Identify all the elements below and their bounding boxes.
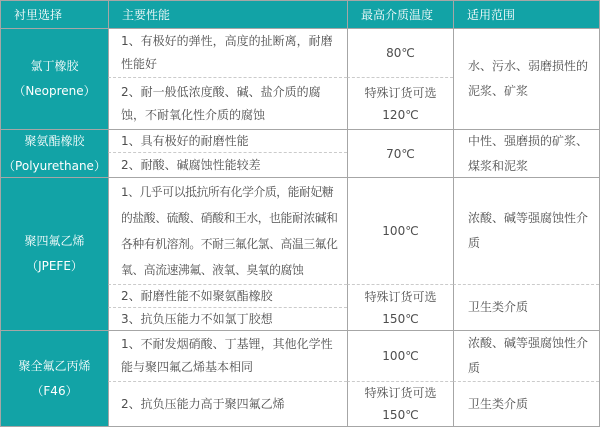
material-cell-f46	[1, 330, 108, 426]
header-lining-label: 衬里选择	[14, 8, 63, 22]
header-performance	[108, 1, 347, 28]
header-lining	[1, 1, 108, 28]
material-name: 聚全氟乙丙烯	[18, 358, 91, 373]
material-name: 聚四氟乙烯	[24, 234, 85, 248]
temperature-note: 特殊订货可选	[364, 289, 437, 304]
material-name: 氯丁橡胶	[30, 59, 79, 73]
temperature-value: 80℃	[386, 46, 415, 60]
application-cell: 中性、强磨损的矿浆、煤浆和泥浆	[453, 129, 599, 177]
application-cell: 浓酸、碱等强腐蚀性介质	[453, 330, 599, 381]
temperature-value: 150℃	[382, 408, 419, 422]
header-performance-label: 主要性能	[122, 8, 171, 22]
application-cell: 卫生类介质	[453, 381, 599, 426]
temperature-cell	[347, 129, 453, 177]
application-cell: 卫生类介质	[453, 284, 599, 330]
performance-cell: 2、耐磨性能不如聚氨酯橡胶	[108, 284, 347, 307]
temperature-value: 100℃	[382, 349, 419, 363]
header-max-temp	[347, 1, 453, 28]
material-alias: （JPEFE）	[26, 259, 83, 273]
material-cell-neoprene	[1, 28, 108, 129]
performance-cell: 2、耐酸、碱腐蚀性能较差	[108, 152, 347, 177]
material-cell-ptfe	[1, 177, 108, 330]
performance-cell: 1、不耐发烟硝酸、丁基锂，其他化学性能与聚四氟乙烯基本相同	[108, 330, 347, 381]
application-cell: 浓酸、碱等强腐蚀性介质	[453, 177, 599, 284]
material-alias: （Polyurethane）	[3, 158, 106, 173]
temperature-cell	[347, 177, 453, 284]
temperature-note: 特殊订货可选	[364, 386, 437, 400]
temperature-value: 150℃	[382, 311, 419, 326]
temperature-cell	[347, 381, 453, 426]
header-max-temp-label: 最高介质温度	[361, 8, 434, 22]
material-cell-polyurethane	[1, 129, 108, 177]
header-application-label: 适用范围	[467, 8, 516, 22]
temperature-cell	[347, 284, 453, 330]
material-alias: （F46）	[31, 383, 78, 398]
performance-cell: 3、抗负压能力不如氯丁胶想	[108, 307, 347, 330]
temperature-cell	[347, 77, 453, 129]
application-cell: 水、污水、弱磨损性的泥浆、矿浆	[453, 28, 599, 129]
temperature-value: 120℃	[382, 107, 419, 122]
header-application	[453, 1, 599, 28]
temperature-value: 70℃	[386, 146, 415, 161]
temperature-cell	[347, 330, 453, 381]
temperature-note: 特殊订货可选	[364, 85, 437, 100]
performance-cell: 1、有极好的弹性，高度的扯断离，耐磨性能好	[108, 28, 347, 77]
performance-cell: 1、几乎可以抵抗所有化学介质，能耐妃糖的盐酸、硫酸、硝酸和王水，也能耐浓碱和各种有机溶剂。不耐三氟化氯、高温三氟化氧、高流速沸氟、液氧、臭氧的腐蚀	[108, 177, 347, 284]
material-name: 聚氨酯橡胶	[24, 133, 85, 148]
performance-cell: 2、耐一般低浓度酸、碱、盐介质的腐蚀，不耐氧化性介质的腐蚀	[108, 77, 347, 129]
material-alias: （Neoprene）	[13, 84, 96, 98]
performance-cell: 1、具有极好的耐磨性能	[108, 129, 347, 152]
performance-cell: 2、抗负压能力高于聚四氟乙烯	[108, 381, 347, 426]
temperature-cell	[347, 28, 453, 77]
temperature-value: 100℃	[382, 224, 419, 238]
